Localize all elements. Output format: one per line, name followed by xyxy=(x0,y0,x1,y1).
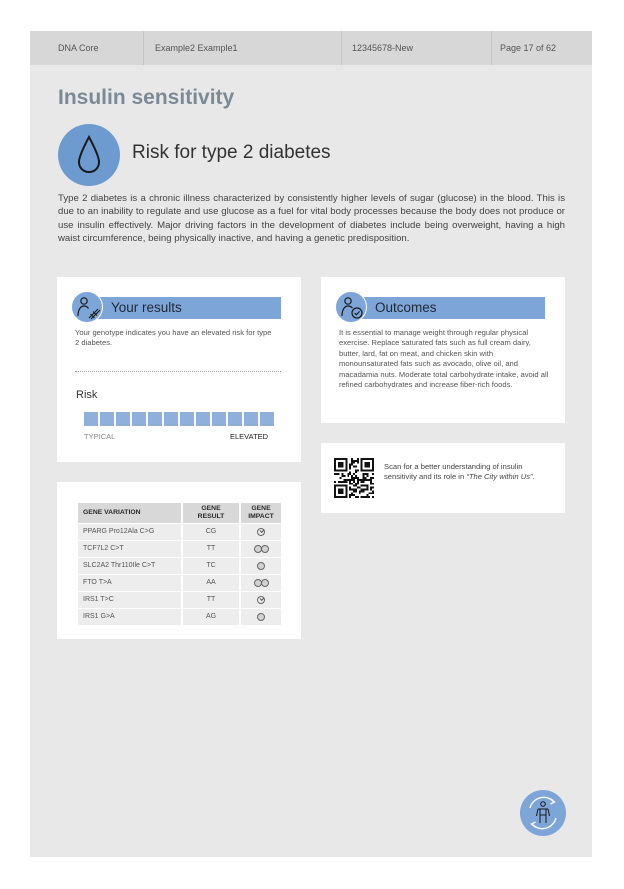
scale-high-label: ELEVATED xyxy=(230,432,269,441)
gene-variation: SLC2A2 Thr110Ile C>T xyxy=(78,557,182,574)
outcomes-heading: Outcomes xyxy=(375,300,437,315)
qr-card xyxy=(321,443,565,513)
gene-impact xyxy=(240,523,281,540)
gene-impact xyxy=(240,591,281,608)
risk-segment xyxy=(244,412,258,426)
gene-result: AG xyxy=(182,608,240,625)
gene-result: TC xyxy=(182,557,240,574)
gene-impact xyxy=(240,608,281,625)
impact-circle-icon xyxy=(257,613,265,621)
outcomes-header xyxy=(335,291,547,323)
gene-row xyxy=(78,608,281,625)
gene-result: AA xyxy=(182,574,240,591)
product-name: DNA Core xyxy=(58,43,99,53)
column-header-impact-line2: IMPACT xyxy=(248,512,274,520)
gene-variation: PPARG Pro12Ala C>G xyxy=(78,523,182,540)
body-cycle-icon xyxy=(520,790,566,836)
gene-impact xyxy=(240,574,281,591)
page-number: Page 17 of 62 xyxy=(491,31,592,65)
outcomes-card xyxy=(321,277,565,423)
results-card xyxy=(57,277,301,462)
topic-title: Risk for type 2 diabetes xyxy=(132,142,331,163)
gene-variation: FTO T>A xyxy=(78,574,182,591)
qr-caption-title: “The City within Us”. xyxy=(466,472,535,481)
impact-check-icon xyxy=(257,596,265,604)
gene-table-card xyxy=(57,482,301,639)
gene-result: CG xyxy=(182,523,240,540)
report-page xyxy=(30,31,592,857)
person-dna-icon xyxy=(71,291,103,323)
section-title: Insulin sensitivity xyxy=(58,86,235,109)
impact-circle-icon xyxy=(261,579,269,587)
qr-caption xyxy=(384,462,544,482)
column-header-impact xyxy=(240,503,281,523)
person-check-icon xyxy=(335,291,367,323)
risk-segment xyxy=(212,412,226,426)
scale-low-label: TYPICAL xyxy=(84,432,116,441)
risk-segment xyxy=(180,412,194,426)
qr-caption-text: Scan for a better understanding of insulin sensitivity and its role in xyxy=(384,462,523,481)
risk-segment xyxy=(84,412,98,426)
risk-segment xyxy=(228,412,242,426)
risk-segment xyxy=(196,412,210,426)
impact-check-icon xyxy=(257,528,265,536)
impact-circle-icon xyxy=(257,562,265,570)
impact-circle-icon xyxy=(261,545,269,553)
gene-variation: IRS1 T>C xyxy=(78,591,182,608)
risk-segment xyxy=(148,412,162,426)
client-id: 12345678-New xyxy=(341,31,491,65)
column-header-result-line2: RESULT xyxy=(197,512,225,520)
gene-variation: TCF7L2 C>T xyxy=(78,540,182,557)
gene-table xyxy=(78,503,281,625)
gene-table-header-row xyxy=(78,503,281,523)
client-name: Example2 Example1 xyxy=(143,31,341,65)
gene-row xyxy=(78,540,281,557)
risk-segment xyxy=(132,412,146,426)
risk-segment xyxy=(260,412,274,426)
gene-row xyxy=(78,574,281,591)
gene-row xyxy=(78,523,281,540)
risk-meter xyxy=(84,412,274,426)
gene-result: TT xyxy=(182,540,240,557)
gene-impact xyxy=(240,540,281,557)
gene-impact xyxy=(240,557,281,574)
risk-segment xyxy=(116,412,130,426)
gene-row xyxy=(78,557,281,574)
column-header-result-line1: GENE xyxy=(201,504,221,512)
gene-table-body xyxy=(78,523,281,625)
gene-variation: IRS1 G>A xyxy=(78,608,182,625)
column-header-variation: GENE VARIATION xyxy=(78,503,182,523)
divider xyxy=(75,371,281,372)
results-header xyxy=(71,291,283,323)
risk-segment xyxy=(100,412,114,426)
results-heading: Your results xyxy=(111,300,182,315)
qr-code[interactable] xyxy=(334,458,374,498)
column-header-result xyxy=(182,503,240,523)
risk-label: Risk xyxy=(76,389,98,401)
page-header xyxy=(30,31,592,65)
outcomes-text: It is essential to manage weight through regular physical exercise. Replace saturated fats such as full cream dairy, butter, lard, fat on meat, and chicken skin with monounsaturated fats such as avocado, olive oil, and macadamia nuts. Moderate total carbohydrate intake, avoid all refined carbohydrates and increase fiber-rich foods. xyxy=(339,328,549,390)
intro-paragraph: Type 2 diabetes is a chronic illness characterized by consistently higher levels of sugar (glucose) in the blood. This is due to an inability to regulate and use glucose as a fuel for vital body processes because the body does not produce or use insulin effectively. Major driving factors in the development of diabetes include being overweight, having a high waist circumference, being physically inactive, and having a genetic predisposition. xyxy=(58,193,565,244)
gene-result: TT xyxy=(182,591,240,608)
risk-segment xyxy=(164,412,178,426)
column-header-impact-line1: GENE xyxy=(251,504,271,512)
results-text: Your genotype indicates you have an elevated risk for type 2 diabetes. xyxy=(75,328,272,348)
gene-row xyxy=(78,591,281,608)
droplet-icon xyxy=(58,124,120,186)
